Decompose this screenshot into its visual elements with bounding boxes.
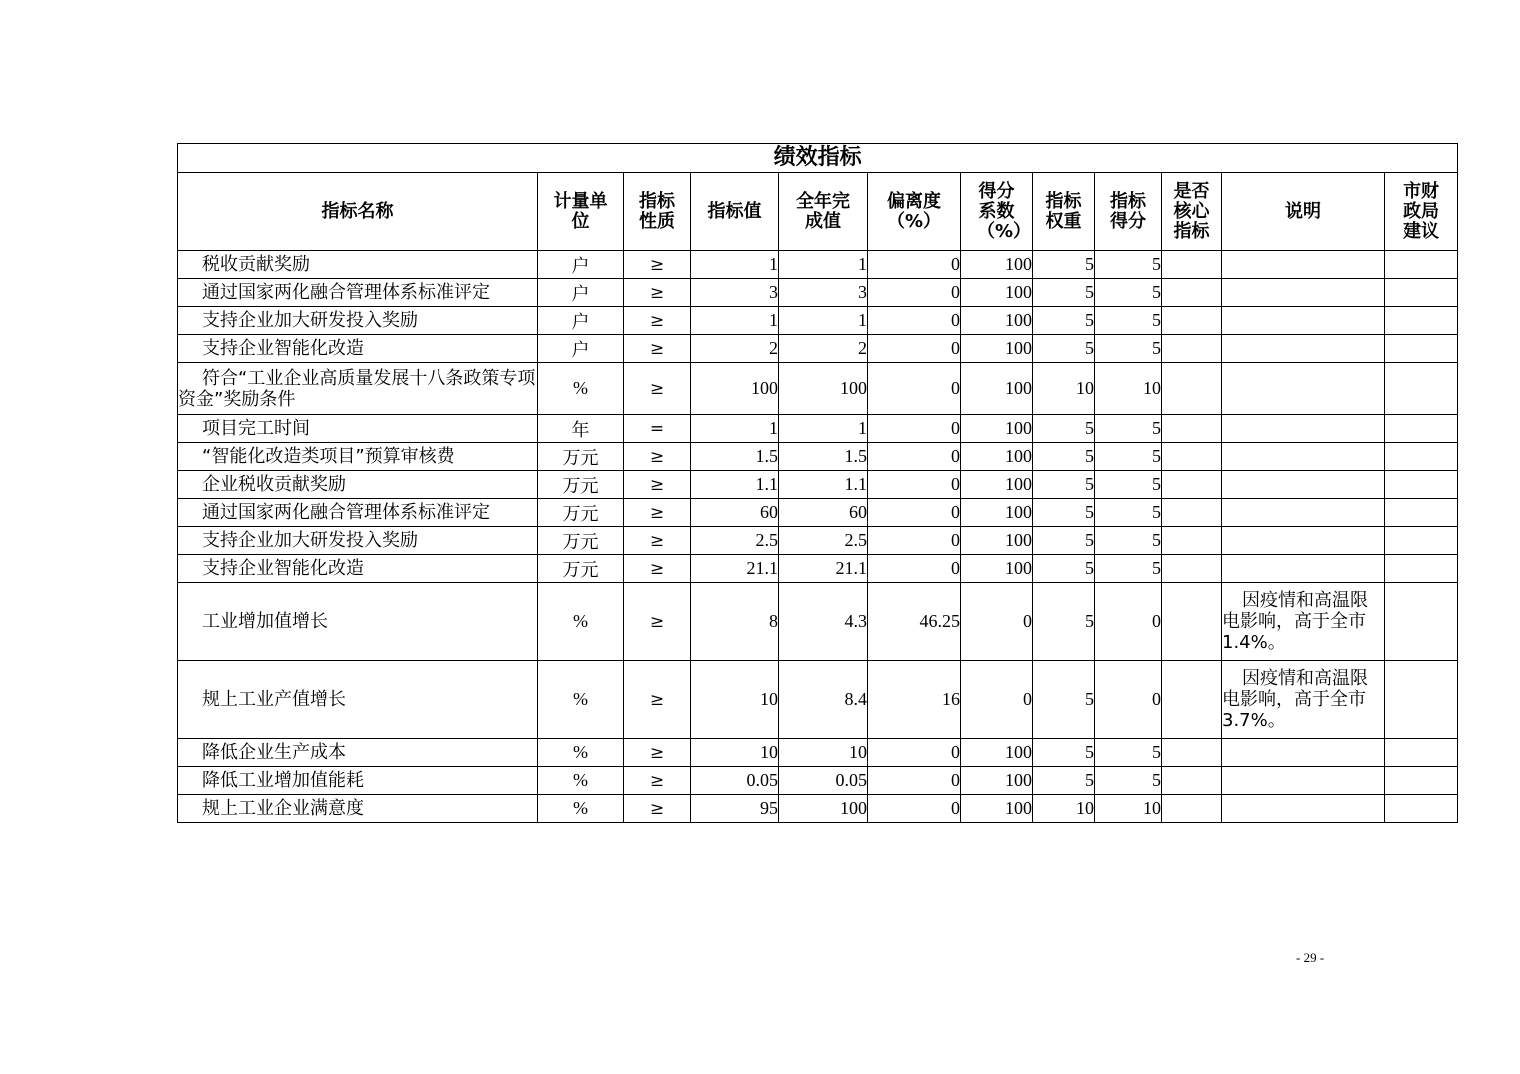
score-cell: 5 (1095, 739, 1162, 767)
unit-cell: 万元 (538, 443, 624, 471)
target-cell: 1 (691, 251, 779, 279)
actual-cell: 60 (779, 499, 868, 527)
score-cell: 5 (1095, 527, 1162, 555)
header-advice: 市财政局建议 (1385, 173, 1458, 251)
unit-cell: 户 (538, 307, 624, 335)
unit-cell: 户 (538, 335, 624, 363)
advice-cell (1385, 555, 1458, 583)
table-row (178, 251, 1458, 279)
advice-cell (1385, 795, 1458, 823)
table-body (178, 251, 1458, 823)
indicator-name-text: 企业税收贡献奖励 (202, 474, 346, 495)
coef-cell: 100 (961, 499, 1033, 527)
actual-cell: 1 (779, 415, 868, 443)
advice-cell (1385, 739, 1458, 767)
weight-cell: 5 (1033, 335, 1095, 363)
indicator-name-text: 支持企业加大研发投入奖励 (202, 530, 418, 551)
actual-cell: 1.5 (779, 443, 868, 471)
core-cell (1162, 555, 1222, 583)
nature-cell: ≥ (624, 307, 691, 335)
weight-cell: 5 (1033, 527, 1095, 555)
advice-cell (1385, 499, 1458, 527)
unit-cell: % (538, 363, 624, 415)
unit-cell: 户 (538, 251, 624, 279)
actual-cell: 1 (779, 251, 868, 279)
advice-cell (1385, 363, 1458, 415)
advice-cell (1385, 583, 1458, 661)
note-text: 因疫情和高温限电影响，高于全市 3.7%。 (1222, 668, 1368, 731)
target-cell: 100 (691, 363, 779, 415)
header-row (178, 173, 1458, 251)
advice-cell (1385, 335, 1458, 363)
advice-cell (1385, 443, 1458, 471)
note-cell (1222, 307, 1385, 335)
weight-cell: 5 (1033, 443, 1095, 471)
note-cell (1222, 739, 1385, 767)
advice-cell (1385, 279, 1458, 307)
indicator-name (178, 661, 538, 739)
unit-cell: 年 (538, 415, 624, 443)
unit-cell: % (538, 767, 624, 795)
actual-cell: 4.3 (779, 583, 868, 661)
core-cell (1162, 307, 1222, 335)
nature-cell: ≥ (624, 795, 691, 823)
indicator-name (178, 251, 538, 279)
score-cell: 5 (1095, 415, 1162, 443)
nature-cell: = (624, 415, 691, 443)
nature-cell: ≥ (624, 527, 691, 555)
header-target: 指标值 (691, 173, 779, 251)
note-cell (1222, 443, 1385, 471)
coef-cell: 100 (961, 279, 1033, 307)
score-cell: 5 (1095, 335, 1162, 363)
nature-cell: ≥ (624, 767, 691, 795)
core-cell (1162, 443, 1222, 471)
coef-cell: 100 (961, 415, 1033, 443)
note-cell (1222, 471, 1385, 499)
deviation-cell: 16 (868, 661, 961, 739)
target-cell: 1.5 (691, 443, 779, 471)
core-cell (1162, 527, 1222, 555)
coef-cell: 100 (961, 767, 1033, 795)
header-note: 说明 (1222, 173, 1385, 251)
table-title: 绩效指标 (178, 144, 1458, 173)
core-cell (1162, 363, 1222, 415)
target-cell: 1.1 (691, 471, 779, 499)
indicator-name (178, 555, 538, 583)
indicator-name (178, 767, 538, 795)
score-cell: 5 (1095, 307, 1162, 335)
actual-cell: 10 (779, 739, 868, 767)
note-cell (1222, 279, 1385, 307)
unit-cell: % (538, 739, 624, 767)
core-cell (1162, 583, 1222, 661)
actual-cell: 100 (779, 363, 868, 415)
indicator-name-text: 规上工业产值增长 (202, 689, 346, 710)
core-cell (1162, 335, 1222, 363)
coef-cell: 100 (961, 443, 1033, 471)
indicator-name-text: 工业增加值增长 (202, 611, 328, 632)
deviation-cell: 0 (868, 795, 961, 823)
indicator-name (178, 415, 538, 443)
core-cell (1162, 739, 1222, 767)
core-cell (1162, 499, 1222, 527)
coef-cell: 0 (961, 583, 1033, 661)
indicator-name-text: 通过国家两化融合管理体系标准评定 (202, 282, 490, 303)
actual-cell: 21.1 (779, 555, 868, 583)
score-cell: 5 (1095, 251, 1162, 279)
weight-cell: 5 (1033, 499, 1095, 527)
target-cell: 0.05 (691, 767, 779, 795)
target-cell: 95 (691, 795, 779, 823)
score-cell: 5 (1095, 279, 1162, 307)
score-cell: 5 (1095, 767, 1162, 795)
actual-cell: 0.05 (779, 767, 868, 795)
deviation-cell: 0 (868, 307, 961, 335)
weight-cell: 5 (1033, 583, 1095, 661)
target-cell: 2 (691, 335, 779, 363)
target-cell: 1 (691, 307, 779, 335)
indicator-name (178, 527, 538, 555)
unit-cell: % (538, 661, 624, 739)
deviation-cell: 0 (868, 279, 961, 307)
advice-cell (1385, 527, 1458, 555)
advice-cell (1385, 251, 1458, 279)
score-cell: 5 (1095, 499, 1162, 527)
actual-cell: 100 (779, 795, 868, 823)
table-row (178, 527, 1458, 555)
actual-cell: 8.4 (779, 661, 868, 739)
nature-cell: ≥ (624, 471, 691, 499)
header-core: 是否核心指标 (1162, 173, 1222, 251)
note-cell (1222, 363, 1385, 415)
coef-cell: 100 (961, 335, 1033, 363)
indicator-name (178, 739, 538, 767)
deviation-cell: 0 (868, 527, 961, 555)
indicator-name-text: 支持企业智能化改造 (202, 338, 364, 359)
advice-cell (1385, 471, 1458, 499)
deviation-cell: 0 (868, 251, 961, 279)
nature-cell: ≥ (624, 739, 691, 767)
core-cell (1162, 279, 1222, 307)
deviation-cell: 0 (868, 443, 961, 471)
actual-cell: 2.5 (779, 527, 868, 555)
header-score: 指标得分 (1095, 173, 1162, 251)
header-name: 指标名称 (178, 173, 538, 251)
coef-cell: 100 (961, 555, 1033, 583)
indicator-name-text: 规上工业企业满意度 (202, 798, 364, 819)
core-cell (1162, 767, 1222, 795)
weight-cell: 5 (1033, 307, 1095, 335)
table-row (178, 443, 1458, 471)
unit-cell: 万元 (538, 527, 624, 555)
coef-cell: 100 (961, 795, 1033, 823)
header-actual: 全年完成值 (779, 173, 868, 251)
target-cell: 2.5 (691, 527, 779, 555)
coef-cell: 100 (961, 739, 1033, 767)
note-text: 因疫情和高温限电影响，高于全市 1.4%。 (1222, 590, 1368, 653)
indicator-name-text: “智能化改造类项目”预算审核费 (202, 446, 455, 467)
score-cell: 5 (1095, 471, 1162, 499)
nature-cell: ≥ (624, 583, 691, 661)
indicator-name (178, 499, 538, 527)
indicator-name-text: 符合“工业企业高质量发展十八条政策专项资金”奖励条件 (178, 367, 536, 410)
nature-cell: ≥ (624, 443, 691, 471)
coef-cell: 100 (961, 307, 1033, 335)
indicator-name (178, 335, 538, 363)
core-cell (1162, 251, 1222, 279)
target-cell: 1 (691, 415, 779, 443)
target-cell: 10 (691, 739, 779, 767)
weight-cell: 5 (1033, 279, 1095, 307)
nature-cell: ≥ (624, 363, 691, 415)
core-cell (1162, 415, 1222, 443)
coef-cell: 100 (961, 363, 1033, 415)
score-cell: 0 (1095, 661, 1162, 739)
note-cell (1222, 555, 1385, 583)
coef-cell: 100 (961, 251, 1033, 279)
deviation-cell: 0 (868, 363, 961, 415)
table-row (178, 767, 1458, 795)
deviation-cell: 0 (868, 555, 961, 583)
table-row (178, 555, 1458, 583)
weight-cell: 5 (1033, 471, 1095, 499)
target-cell: 10 (691, 661, 779, 739)
unit-cell: 万元 (538, 499, 624, 527)
unit-cell: 万元 (538, 471, 624, 499)
indicator-name-text: 项目完工时间 (202, 418, 310, 439)
table-row (178, 795, 1458, 823)
indicator-name (178, 583, 538, 661)
note-cell (1222, 583, 1385, 661)
actual-cell: 3 (779, 279, 868, 307)
table-row (178, 335, 1458, 363)
unit-cell: % (538, 795, 624, 823)
actual-cell: 2 (779, 335, 868, 363)
nature-cell: ≥ (624, 555, 691, 583)
indicator-name-text: 税收贡献奖励 (202, 254, 310, 275)
performance-indicator-table (177, 143, 1458, 823)
target-cell: 60 (691, 499, 779, 527)
weight-cell: 10 (1033, 363, 1095, 415)
actual-cell: 1.1 (779, 471, 868, 499)
unit-cell: 万元 (538, 555, 624, 583)
deviation-cell: 0 (868, 415, 961, 443)
note-cell (1222, 661, 1385, 739)
header-weight: 指标权重 (1033, 173, 1095, 251)
table-row (178, 499, 1458, 527)
table-row (178, 739, 1458, 767)
advice-cell (1385, 661, 1458, 739)
table-row (178, 415, 1458, 443)
indicator-name (178, 279, 538, 307)
core-cell (1162, 661, 1222, 739)
unit-cell: 户 (538, 279, 624, 307)
header-unit: 计量单位 (538, 173, 624, 251)
nature-cell: ≥ (624, 279, 691, 307)
note-cell (1222, 767, 1385, 795)
advice-cell (1385, 307, 1458, 335)
weight-cell: 5 (1033, 251, 1095, 279)
score-cell: 5 (1095, 555, 1162, 583)
table-row (178, 583, 1458, 661)
header-deviation: 偏离度（%） (868, 173, 961, 251)
indicator-name-text: 支持企业加大研发投入奖励 (202, 310, 418, 331)
score-cell: 10 (1095, 363, 1162, 415)
table-row (178, 279, 1458, 307)
table-row (178, 363, 1458, 415)
header-nature: 指标性质 (624, 173, 691, 251)
core-cell (1162, 795, 1222, 823)
nature-cell: ≥ (624, 251, 691, 279)
note-cell (1222, 795, 1385, 823)
table-row (178, 307, 1458, 335)
indicator-name (178, 471, 538, 499)
nature-cell: ≥ (624, 661, 691, 739)
weight-cell: 5 (1033, 415, 1095, 443)
score-cell: 0 (1095, 583, 1162, 661)
target-cell: 8 (691, 583, 779, 661)
target-cell: 3 (691, 279, 779, 307)
advice-cell (1385, 415, 1458, 443)
indicator-name-text: 通过国家两化融合管理体系标准评定 (202, 502, 490, 523)
header-coef: 得分系数（%） (961, 173, 1033, 251)
indicator-name-text: 降低企业生产成本 (202, 742, 346, 763)
deviation-cell: 46.25 (868, 583, 961, 661)
deviation-cell: 0 (868, 499, 961, 527)
unit-cell: % (538, 583, 624, 661)
score-cell: 5 (1095, 443, 1162, 471)
weight-cell: 5 (1033, 767, 1095, 795)
coef-cell: 100 (961, 471, 1033, 499)
note-cell (1222, 415, 1385, 443)
weight-cell: 10 (1033, 795, 1095, 823)
deviation-cell: 0 (868, 471, 961, 499)
coef-cell: 100 (961, 527, 1033, 555)
page-number: - 29 - (1296, 950, 1325, 965)
nature-cell: ≥ (624, 335, 691, 363)
indicator-name-text: 降低工业增加值能耗 (202, 770, 364, 791)
table-row (178, 661, 1458, 739)
core-cell (1162, 471, 1222, 499)
actual-cell: 1 (779, 307, 868, 335)
deviation-cell: 0 (868, 335, 961, 363)
score-cell: 10 (1095, 795, 1162, 823)
deviation-cell: 0 (868, 739, 961, 767)
deviation-cell: 0 (868, 767, 961, 795)
weight-cell: 5 (1033, 739, 1095, 767)
target-cell: 21.1 (691, 555, 779, 583)
note-cell (1222, 251, 1385, 279)
weight-cell: 5 (1033, 555, 1095, 583)
indicator-name (178, 363, 538, 415)
coef-cell: 0 (961, 661, 1033, 739)
note-cell (1222, 527, 1385, 555)
nature-cell: ≥ (624, 499, 691, 527)
note-cell (1222, 499, 1385, 527)
weight-cell: 5 (1033, 661, 1095, 739)
note-cell (1222, 335, 1385, 363)
advice-cell (1385, 767, 1458, 795)
table-row (178, 471, 1458, 499)
indicator-name (178, 307, 538, 335)
indicator-name (178, 443, 538, 471)
indicator-name-text: 支持企业智能化改造 (202, 558, 364, 579)
indicator-name (178, 795, 538, 823)
